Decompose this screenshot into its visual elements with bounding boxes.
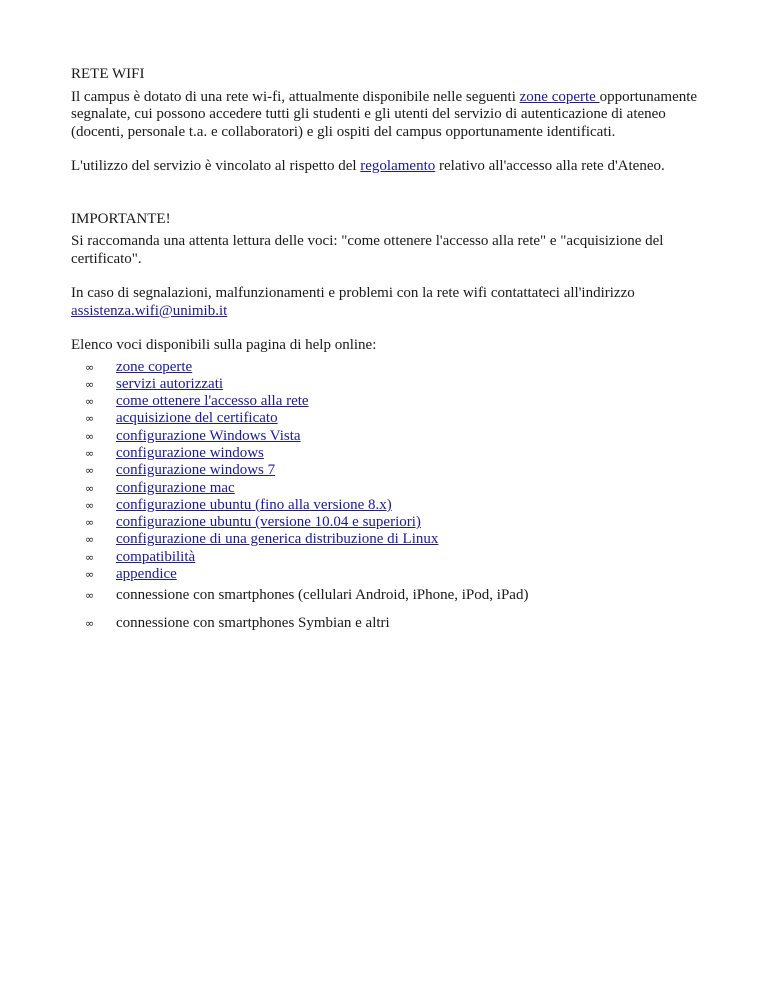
smartphone-items-list [71, 587, 701, 632]
infinity-bullet-icon: ∞ [85, 377, 95, 391]
infinity-bullet-icon: ∞ [85, 516, 95, 530]
document-page [71, 66, 701, 642]
infinity-bullet-icon: ∞ [85, 464, 95, 478]
support-text: In caso di segnalazioni, malfunzionamenti e problemi con la rete wifi contattateci all'indirizzo [71, 285, 635, 301]
usage-text-before: L'utilizzo del servizio è vincolato al rispetto del [71, 158, 361, 174]
list-intro: Elenco voci disponibili sulla pagina di help online: [71, 337, 377, 353]
help-link[interactable]: configurazione di una generica distribuzione di Linux [116, 531, 439, 548]
list-item [71, 587, 701, 605]
infinity-bullet-icon: ∞ [85, 568, 95, 582]
help-link[interactable]: configurazione ubuntu (fino alla versione 8.x) [116, 496, 392, 513]
usage-text-after: relativo all'accesso alla rete d'Ateneo. [435, 158, 665, 174]
help-link[interactable]: appendice [116, 566, 177, 583]
intro-text-after: opportunamente segnalate, cui possono accedere tutti gli studenti e gli utenti del servizio di autenticazione di ateneo (docenti, personale t.a. e collaboratori) e gli ospiti del campus opportunamente identificati. [71, 88, 698, 140]
infinity-bullet-icon: ∞ [85, 412, 95, 426]
help-link[interactable]: configurazione windows 7 [116, 462, 276, 479]
infinity-bullet-icon: ∞ [85, 498, 95, 512]
infinity-bullet-icon: ∞ [85, 446, 95, 460]
recommendation-paragraph: Si raccomanda una attenta lettura delle voci: "come ottenere l'accesso alla rete" e "acquisizione del certificato". [71, 233, 664, 267]
list-item [71, 480, 701, 497]
important-heading: IMPORTANTE! [71, 210, 171, 227]
help-links-list [71, 359, 701, 584]
help-link[interactable]: acquisizione del certificato [116, 410, 278, 427]
list-item [71, 393, 701, 410]
help-link[interactable]: come ottenere l'accesso alla rete [116, 393, 309, 410]
infinity-bullet-icon: ∞ [85, 589, 95, 603]
list-item [71, 531, 701, 548]
list-item [71, 359, 701, 376]
smartphone-item-text: connessione con smartphones Symbian e altri [116, 614, 390, 631]
support-paragraph [71, 285, 701, 320]
smartphone-item-text: connessione con smartphones (cellulari Android, iPhone, iPod, iPad) [116, 587, 529, 604]
help-link[interactable]: compatibilità [116, 548, 196, 565]
list-item [71, 615, 701, 633]
intro-paragraph [71, 89, 701, 142]
infinity-bullet-icon: ∞ [85, 429, 95, 443]
list-item [71, 376, 701, 393]
list-item [71, 566, 701, 583]
zone-coperte-link[interactable]: zone coperte [519, 88, 600, 105]
infinity-bullet-icon: ∞ [85, 481, 95, 495]
infinity-bullet-icon: ∞ [85, 395, 95, 409]
list-item [71, 410, 701, 427]
list-item [71, 514, 701, 531]
infinity-bullet-icon: ∞ [85, 533, 95, 547]
help-link[interactable]: configurazione mac [116, 479, 235, 496]
help-link[interactable]: configurazione Windows Vista [116, 427, 301, 444]
list-item [71, 462, 701, 479]
list-item [71, 428, 701, 445]
infinity-bullet-icon: ∞ [85, 550, 95, 564]
support-email-link[interactable]: assistenza.wifi@unimib.it [71, 302, 228, 319]
help-link[interactable]: zone coperte [116, 358, 193, 375]
infinity-bullet-icon: ∞ [85, 360, 95, 374]
infinity-bullet-icon: ∞ [85, 616, 95, 630]
list-item [71, 497, 701, 514]
regolamento-link[interactable]: regolamento [360, 158, 436, 174]
list-item [71, 445, 701, 462]
page-title: RETE WIFI [71, 66, 145, 82]
help-link[interactable]: servizi autorizzati [116, 375, 224, 392]
help-link[interactable]: configurazione windows [116, 444, 264, 461]
help-link[interactable]: configurazione ubuntu (versione 10.04 e superiori) [116, 514, 421, 531]
intro-text-before: Il campus è dotato di una rete wi-fi, attualmente disponibile nelle seguenti [71, 88, 520, 105]
usage-paragraph [71, 158, 701, 176]
list-item [71, 549, 701, 566]
